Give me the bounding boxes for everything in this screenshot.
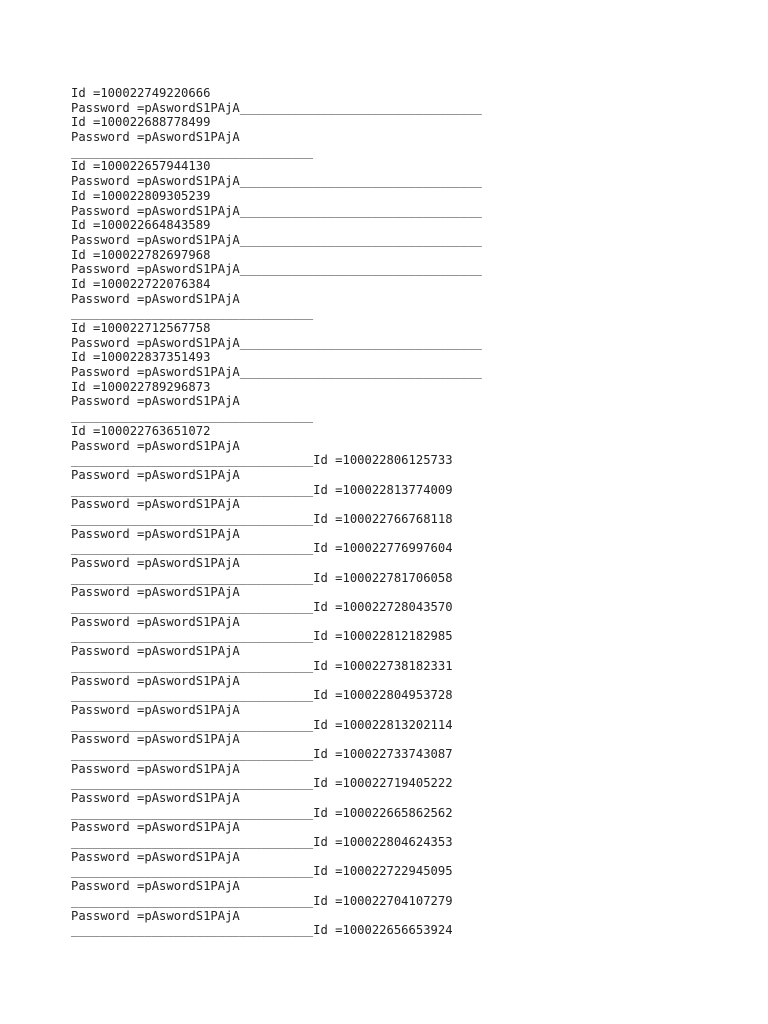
text-line: _________________________________Id =100022665862562 (71, 805, 453, 820)
text-line: Password =pAswordS1PAjA (71, 908, 240, 923)
text-line: Id =100022712567758 (71, 321, 211, 335)
text-line: Password =pAswordS1PAjA (71, 585, 240, 600)
text-line: Password =pAswordS1PAjA_________________________________ (71, 262, 482, 277)
text-line: Password =pAswordS1PAjA_________________________________ (71, 203, 482, 218)
text-line: Password =pAswordS1PAjA (71, 879, 240, 894)
text-line: _________________________________Id =100022804624353 (71, 835, 453, 850)
text-line: Password =pAswordS1PAjA (71, 394, 240, 409)
text-line: Password =pAswordS1PAjA (71, 849, 240, 864)
text-line: _________________________________Id =100022728043570 (71, 600, 453, 615)
text-line: _________________________________Id =100022781706058 (71, 570, 453, 585)
text-line: _________________________________Id =100022656653924 (71, 923, 453, 938)
text-line: Password =pAswordS1PAjA_________________________________ (71, 100, 482, 115)
text-line: Password =pAswordS1PAjA (71, 438, 240, 453)
text-line: Password =pAswordS1PAjA (71, 644, 240, 659)
text-line: Id =100022782697968 (71, 247, 211, 262)
text-line: Password =pAswordS1PAjA (71, 732, 240, 747)
text-line: Password =pAswordS1PAjA (71, 526, 240, 541)
text-line: Id =100022837351493 (71, 350, 211, 365)
text-line: _________________________________Id =100022722945095 (71, 864, 453, 879)
text-line: Id =100022749220666 (71, 86, 211, 100)
text-lines (71, 86, 751, 938)
text-line: _________________________________Id =100022812182985 (71, 629, 453, 644)
text-line: Id =100022722076384 (71, 276, 211, 291)
text-line: _________________________________Id =100022704107279 (71, 893, 453, 908)
text-line: _________________________________Id =100022738182331 (71, 658, 453, 673)
text-line: _________________________________ (71, 306, 314, 321)
text-line: Password =pAswordS1PAjA (71, 291, 240, 306)
text-line: _________________________________Id =100022813774009 (71, 482, 453, 497)
text-line: _________________________________Id =100022766768118 (71, 511, 453, 526)
text-line: Password =pAswordS1PAjA_________________________________ (71, 365, 482, 380)
text-line: Id =100022657944130 (71, 159, 211, 174)
text-line: _________________________________Id =100022776997604 (71, 541, 453, 556)
text-line: Password =pAswordS1PAjA (71, 130, 240, 145)
text-line: Password =pAswordS1PAjA (71, 467, 240, 482)
text-line: Password =pAswordS1PAjA (71, 673, 240, 688)
text-line: Password =pAswordS1PAjA (71, 761, 240, 776)
text-line: _________________________________Id =100022804953728 (71, 688, 453, 703)
text-line: Id =100022789296873 (71, 379, 211, 394)
text-line: Id =100022763651072 (71, 423, 211, 438)
text-line: Password =pAswordS1PAjA_________________________________ (71, 335, 482, 350)
text-line: Password =pAswordS1PAjA (71, 497, 240, 512)
text-line: Id =100022688778499 (71, 115, 211, 130)
text-line: _________________________________Id =100022719405222 (71, 776, 453, 791)
text-line: Id =100022809305239 (71, 188, 211, 203)
text-line: _________________________________Id =100022733743087 (71, 746, 453, 761)
text-line: Password =pAswordS1PAjA (71, 556, 240, 570)
text-line: Password =pAswordS1PAjA_________________________________ (71, 174, 482, 189)
text-line: Password =pAswordS1PAjA (71, 820, 240, 835)
document-body (71, 86, 751, 938)
text-line: _________________________________ (71, 144, 314, 159)
text-line: Password =pAswordS1PAjA (71, 614, 240, 629)
text-line: _________________________________ (71, 409, 314, 424)
text-line: Password =pAswordS1PAjA (71, 791, 240, 805)
text-line: _________________________________Id =100022813202114 (71, 717, 453, 732)
text-line: Password =pAswordS1PAjA (71, 702, 240, 717)
text-line: _________________________________Id =100022806125733 (71, 453, 453, 468)
text-line: Id =100022664843589 (71, 218, 211, 233)
text-line: Password =pAswordS1PAjA_________________________________ (71, 232, 482, 247)
